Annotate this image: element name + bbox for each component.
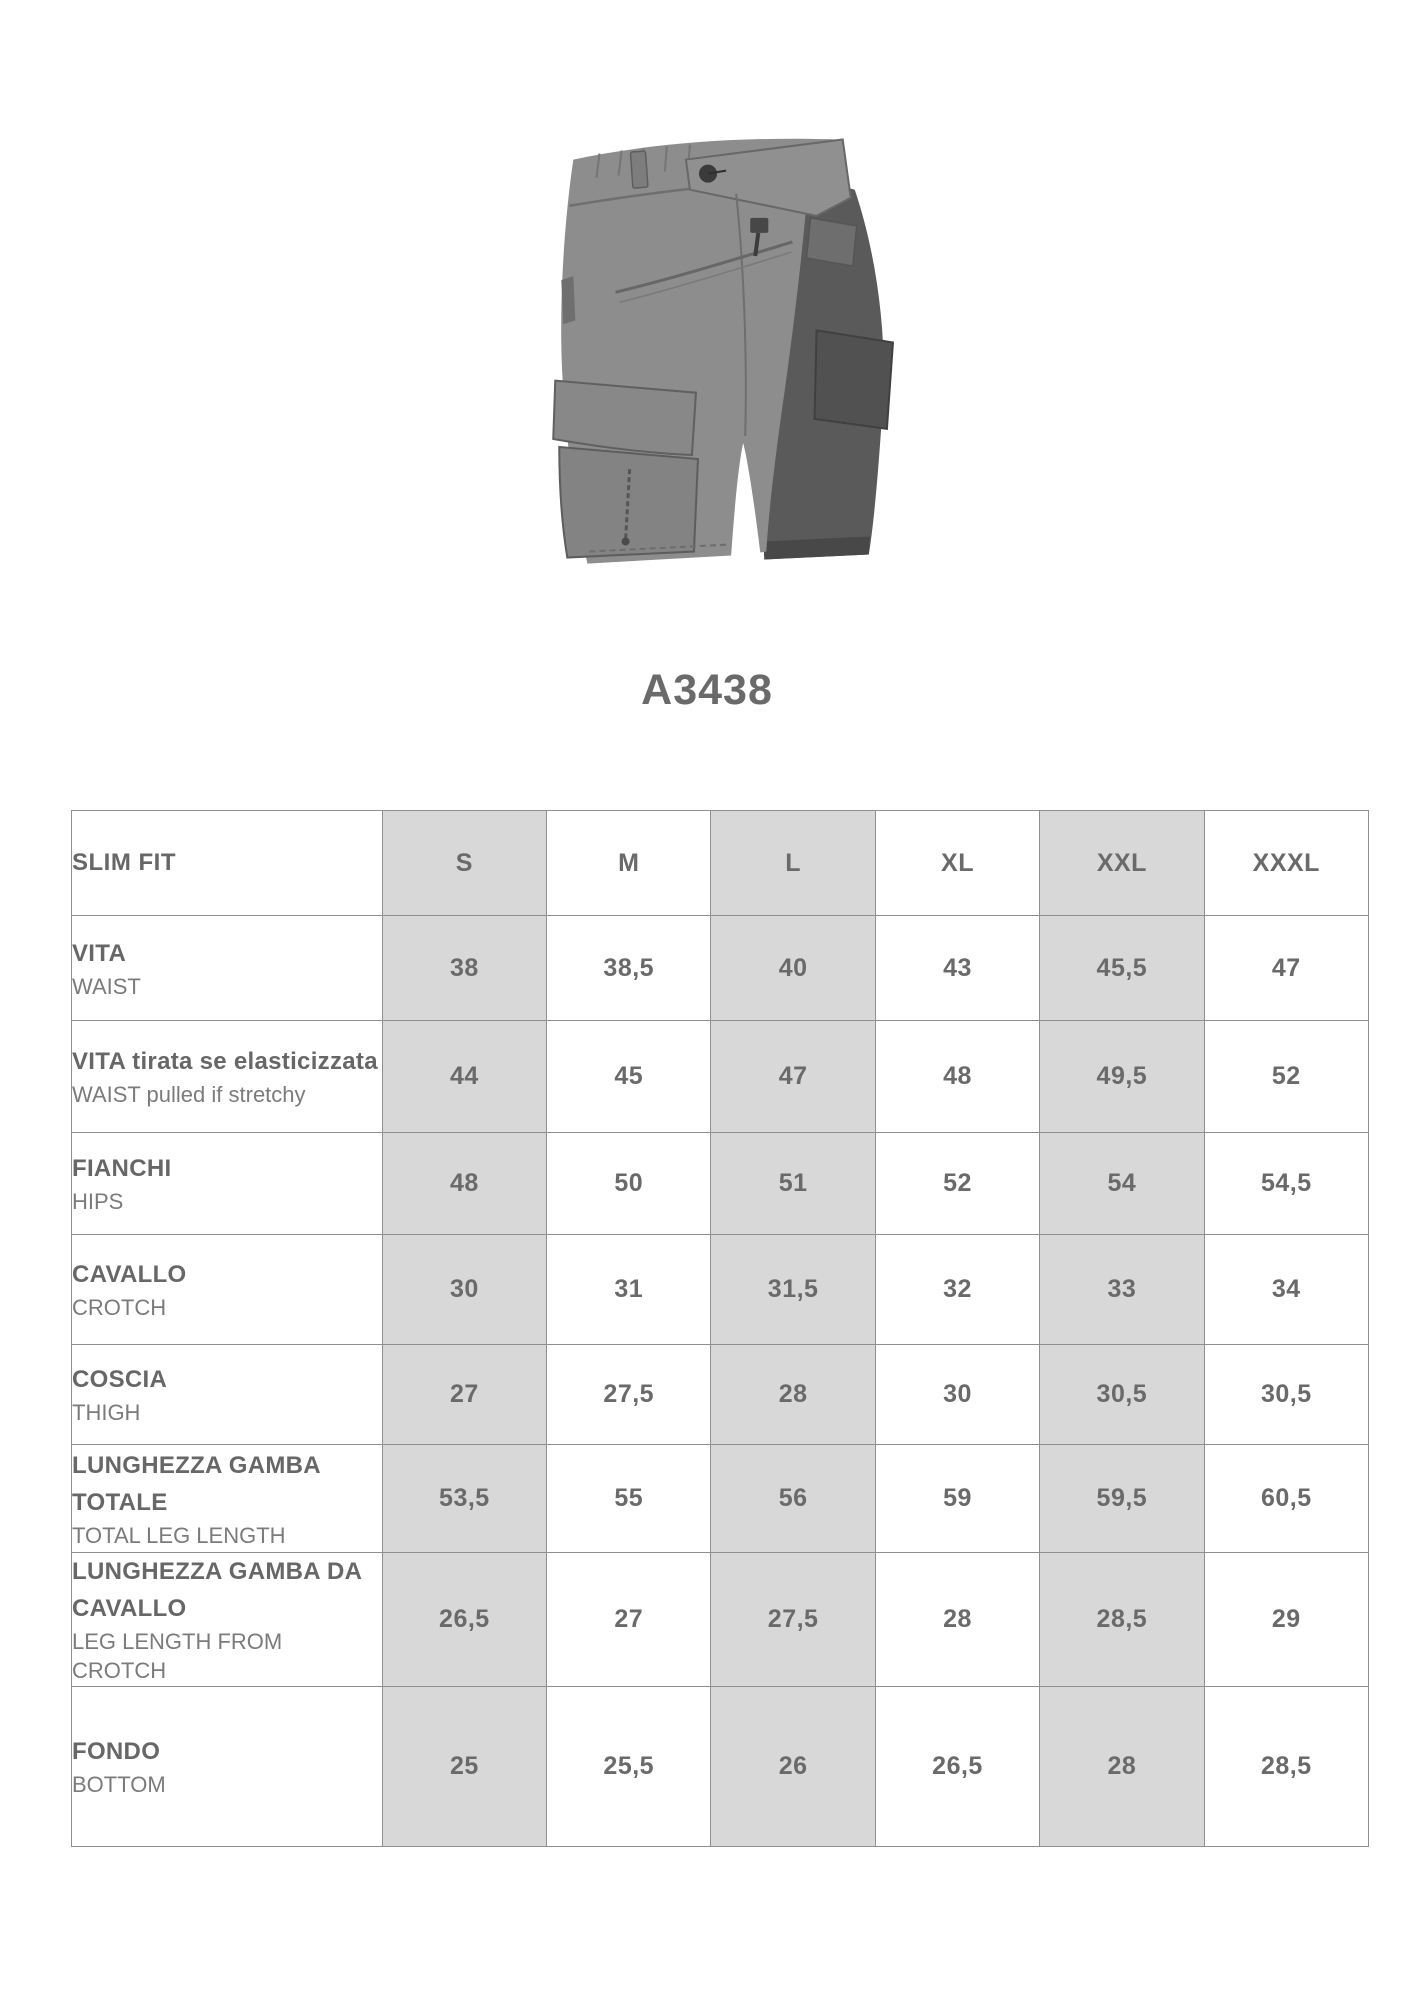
- measurement-value: 30,5: [1040, 1345, 1204, 1445]
- measurement-value: 27,5: [711, 1553, 875, 1687]
- measurement-value: 28,5: [1204, 1686, 1368, 1846]
- size-column-header-xl: XL: [875, 811, 1039, 916]
- measurement-label: [72, 1345, 383, 1445]
- measurement-value: 53,5: [382, 1445, 546, 1553]
- label-english: TOTAL LEG LENGTH: [72, 1522, 286, 1548]
- measurement-value: 45,5: [1040, 916, 1204, 1021]
- measurement-label: [72, 1021, 383, 1133]
- label-english: CROTCH: [72, 1295, 167, 1321]
- measurement-value: 48: [875, 1021, 1039, 1133]
- measurement-value: 26,5: [875, 1686, 1039, 1846]
- measurement-value: 32: [875, 1235, 1039, 1345]
- measurement-row-leg-length-from-crotch: [72, 1553, 1369, 1687]
- size-chart-table: [71, 810, 1369, 1847]
- measurement-value: 49,5: [1040, 1021, 1204, 1133]
- label-english: WAIST pulled if stretchy: [72, 1082, 306, 1108]
- label-italian: LUNGHEZZA GAMBA DA CAVALLO: [72, 1558, 362, 1623]
- size-column-header-m: M: [547, 811, 711, 916]
- measurement-value: 27,5: [547, 1345, 711, 1445]
- product-code: A3438: [641, 666, 773, 714]
- measurement-value: 29: [1204, 1553, 1368, 1687]
- measurement-value: 34: [1204, 1235, 1368, 1345]
- measurement-value: 60,5: [1204, 1445, 1368, 1553]
- measurement-row-crotch: [72, 1235, 1369, 1345]
- label-english: THIGH: [72, 1400, 141, 1426]
- measurement-row-total-leg-length: [72, 1445, 1369, 1553]
- measurement-value: 27: [547, 1553, 711, 1687]
- measurement-value: 26: [711, 1686, 875, 1846]
- label-english: HIPS: [72, 1189, 124, 1215]
- measurement-value: 45: [547, 1021, 711, 1133]
- measurement-value: 48: [382, 1133, 546, 1235]
- measurement-value: 31: [547, 1235, 711, 1345]
- measurement-value: 59,5: [1040, 1445, 1204, 1553]
- label-italian: COSCIA: [72, 1366, 168, 1394]
- measurement-label: [72, 1445, 383, 1553]
- measurement-row-bottom: [72, 1686, 1369, 1846]
- measurement-label: [72, 1553, 383, 1687]
- measurement-value: 47: [1204, 916, 1368, 1021]
- size-column-header-l: L: [711, 811, 875, 916]
- product-photo: [503, 128, 905, 568]
- measurement-row-waist: [72, 916, 1369, 1021]
- measurement-value: 54,5: [1204, 1133, 1368, 1235]
- measurement-value: 52: [1204, 1021, 1368, 1133]
- label-italian: FONDO: [72, 1737, 161, 1765]
- measurement-value: 28: [711, 1345, 875, 1445]
- measurement-value: 43: [875, 916, 1039, 1021]
- measurement-value: 28,5: [1040, 1553, 1204, 1687]
- measurement-value: 33: [1040, 1235, 1204, 1345]
- measurement-value: 25: [382, 1686, 546, 1846]
- measurement-value: 55: [547, 1445, 711, 1553]
- measurement-label: [72, 1686, 383, 1846]
- measurement-label: [72, 1133, 383, 1235]
- measurement-value: 28: [1040, 1686, 1204, 1846]
- size-column-header-s: S: [382, 811, 546, 916]
- measurement-value: 47: [711, 1021, 875, 1133]
- size-column-header-xxxl: XXXL: [1204, 811, 1368, 916]
- measurement-value: 50: [547, 1133, 711, 1235]
- measurement-value: 51: [711, 1133, 875, 1235]
- measurement-row-waist-stretched: [72, 1021, 1369, 1133]
- measurement-row-hips: [72, 1133, 1369, 1235]
- measurement-value: 28: [875, 1553, 1039, 1687]
- measurement-value: 30,5: [1204, 1345, 1368, 1445]
- measurement-value: 56: [711, 1445, 875, 1553]
- measurement-value: 30: [875, 1345, 1039, 1445]
- measurement-row-thigh: [72, 1345, 1369, 1445]
- measurement-value: 31,5: [711, 1235, 875, 1345]
- measurement-value: 59: [875, 1445, 1039, 1553]
- cargo-shorts-graphic: [503, 128, 905, 568]
- label-italian: FIANCHI: [72, 1155, 172, 1183]
- measurement-value: 27: [382, 1345, 546, 1445]
- size-header-row: [72, 811, 1369, 916]
- size-column-header-xxl: XXL: [1040, 811, 1204, 916]
- measurement-value: 26,5: [382, 1553, 546, 1687]
- label-italian: LUNGHEZZA GAMBA TOTALE: [72, 1451, 321, 1516]
- measurement-value: 25,5: [547, 1686, 711, 1846]
- label-english: LEG LENGTH FROM CROTCH: [72, 1629, 283, 1683]
- measurement-value: 38: [382, 916, 546, 1021]
- measurement-label: [72, 1235, 383, 1345]
- label-italian: CAVALLO: [72, 1261, 187, 1289]
- label-italian: VITA tirata se elasticizzata: [72, 1048, 378, 1076]
- measurement-value: 38,5: [547, 916, 711, 1021]
- measurement-value: 40: [711, 916, 875, 1021]
- measurement-value: 54: [1040, 1133, 1204, 1235]
- label-english: BOTTOM: [72, 1771, 166, 1797]
- measurement-value: 44: [382, 1021, 546, 1133]
- label-english: WAIST: [72, 973, 141, 999]
- measurement-label: [72, 916, 383, 1021]
- label-italian: VITA: [72, 939, 127, 967]
- measurement-value: 30: [382, 1235, 546, 1345]
- fit-label: SLIM FIT: [72, 811, 383, 916]
- measurement-value: 52: [875, 1133, 1039, 1235]
